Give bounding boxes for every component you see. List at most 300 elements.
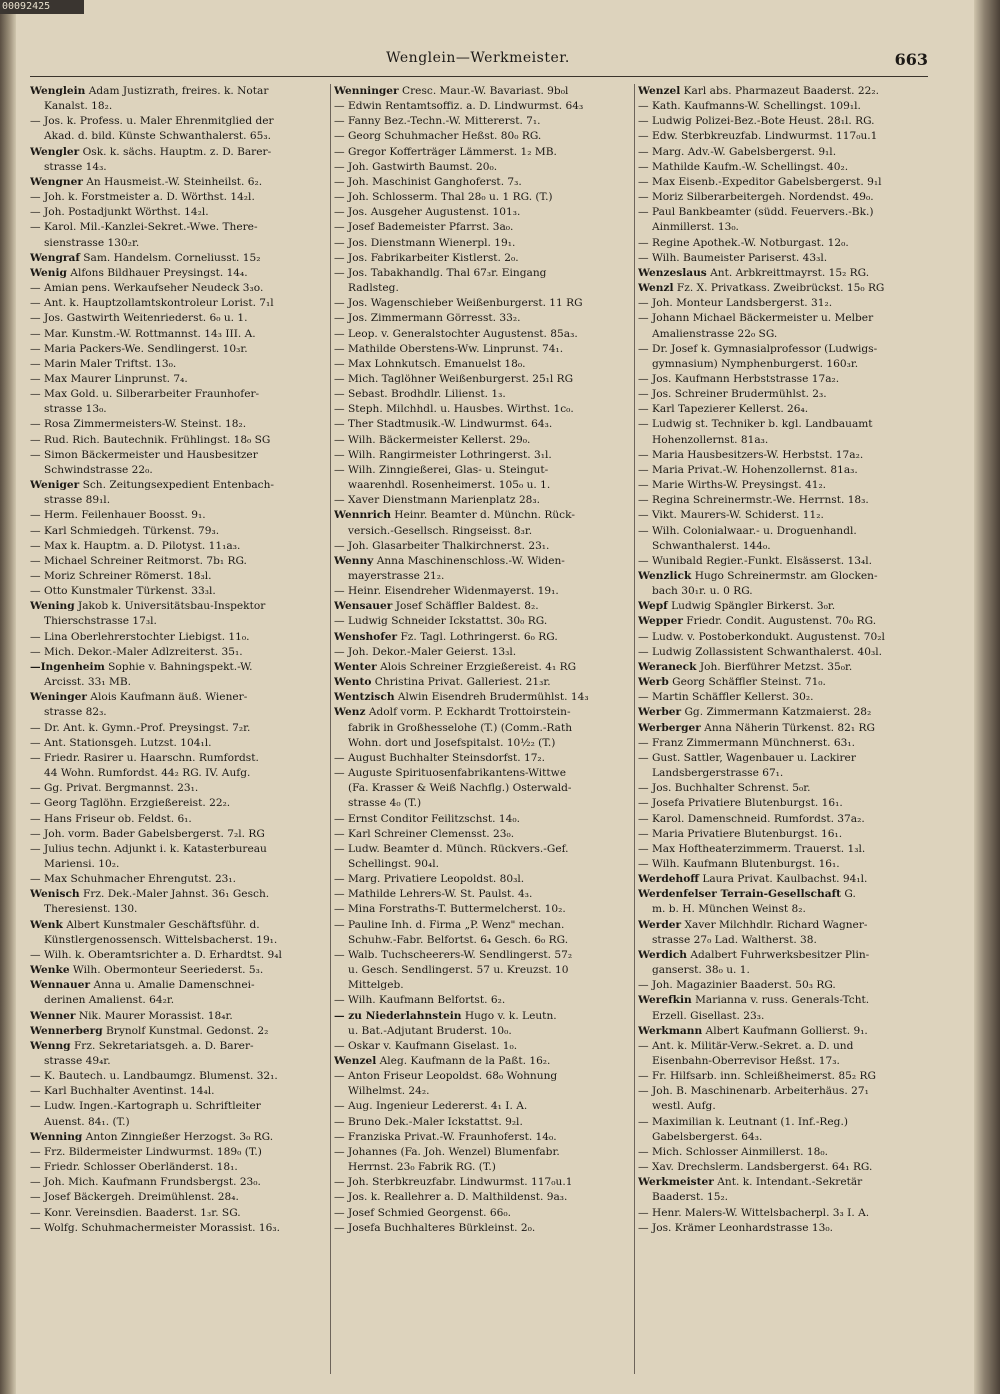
entry-text: — Karl Schreiner Clemensst. 23₀. [334, 827, 515, 840]
directory-entry-line [334, 387, 630, 402]
entry-text: — Ludwig Zollassistent Schwanthalerst. 40₃l. [638, 645, 882, 658]
directory-entry-line [638, 569, 930, 584]
directory-entry-line [30, 281, 326, 296]
entry-text: — Joh. k. Forstmeister a. D. Wörthst. 14₂l. [30, 191, 255, 204]
page-header [28, 50, 928, 72]
entry-text: Ant. Arbkreittmayrst. 15₂ RG. [706, 266, 870, 279]
directory-entry-line [638, 902, 930, 917]
directory-entry-line [638, 175, 930, 190]
directory-entry-line [334, 129, 630, 144]
entry-surname: Wennrich [334, 509, 391, 522]
book-spine-shadow [0, 14, 16, 1394]
directory-entry-line [334, 1009, 630, 1024]
entry-text: Osk. k. sächs. Hauptm. z. D. Barer- [79, 145, 272, 158]
entry-text: — Joh. Maschinist Ganghoferst. 7₃. [334, 175, 522, 188]
entry-text: — Marg. Privatiere Leopoldst. 80₃l. [334, 873, 525, 886]
directory-entry-line [638, 918, 930, 933]
entry-text: — Wunibald Regier.-Funkt. Elsässerst. 13₄l. [638, 554, 873, 567]
entry-text: Schwindstrasse 22₀. [44, 463, 153, 476]
entry-text: — Jos. Dienstmann Wienerpl. 19₁. [334, 236, 516, 249]
entry-text: Georg Schäffler Steinst. 71₀. [668, 676, 826, 689]
directory-entry-line [334, 751, 630, 766]
directory-entry-line [30, 417, 326, 432]
entry-text: Akad. d. bild. Künste Schwanthalerst. 65₃. [44, 130, 272, 143]
entry-text: Sophie v. Bahningspekt.-W. [104, 660, 253, 673]
entry-text: — Edw. Sterbkreuzfab. Lindwurmst. 117₀u.1 [638, 130, 878, 143]
entry-text: — Auguste Spirituosenfabrikantens-Wittwe [334, 767, 566, 780]
directory-entry-line [334, 524, 630, 539]
entry-text: Alwin Eisendreh Brudermühlst. 14₃ [394, 691, 589, 704]
directory-entry-line [334, 993, 630, 1008]
directory-entry-line [638, 145, 930, 160]
directory-entry-line [30, 993, 326, 1008]
directory-entry-line [30, 1175, 326, 1190]
entry-text: — Joh. Gastwirth Baumst. 20₀. [334, 160, 498, 173]
entry-surname: Wenning [30, 1130, 83, 1143]
entry-text: An Hausmeist.-W. Steinheilst. 6₂. [82, 175, 263, 188]
directory-entry-line [30, 372, 326, 387]
entry-surname: Werber [638, 706, 682, 719]
entry-text: — Wilh. Zinngießerei, Glas- u. Steingut- [334, 463, 549, 476]
page-number: 663 [894, 50, 928, 69]
directory-entry-line [30, 1145, 326, 1160]
entry-text: — Karl Tapezierer Kellerst. 26₄. [638, 403, 809, 416]
directory-entry-line [30, 781, 326, 796]
directory-entry-line [30, 342, 326, 357]
directory-entry-line [334, 812, 630, 827]
entry-text: Joh. Bierführer Metzst. 35₀r. [696, 660, 853, 673]
directory-entry-line [30, 736, 326, 751]
directory-entry-line [638, 887, 930, 902]
directory-entry-line [638, 114, 930, 129]
directory-entry-line [334, 1190, 630, 1205]
entry-text: Kanalst. 18₂. [44, 100, 113, 113]
directory-entry-line [334, 872, 630, 887]
entry-text: — Steph. Milchhdl. u. Hausbes. Wirthst. 1c₀. [334, 403, 574, 416]
entry-surname: Wenzel [638, 85, 681, 97]
entry-text: — Maria Privat.-W. Hohenzollernst. 81a₃. [638, 463, 858, 476]
entry-text: Thierschstrasse 17₃l. [44, 615, 157, 628]
entry-text: 44 Wohn. Rumfordst. 44₂ RG. IV. Aufg. [44, 767, 251, 780]
directory-entry-line [638, 1084, 930, 1099]
entry-text: — Joh. vorm. Bader Gabelsbergerst. 7₂l. RG [30, 827, 265, 840]
directory-entry-line [638, 660, 930, 675]
entry-text: — Fr. Hilfsarb. inn. Schleißheimerst. 85₂ RG [638, 1070, 876, 1083]
entry-text: — Mina Forstraths-T. Buttermelcherst. 10₂. [334, 903, 566, 916]
entry-text: — Karol. Damenschneid. Rumfordst. 37a₂. [638, 812, 865, 825]
entry-text: — Georg Taglöhn. Erzgießereist. 22₂. [30, 797, 231, 810]
directory-entry-line [638, 433, 930, 448]
entry-surname: Wenke [30, 964, 70, 977]
directory-entry-line [30, 448, 326, 463]
entry-surname: Wening [30, 600, 75, 613]
directory-entry-line [638, 448, 930, 463]
entry-text: Baaderst. 15₂. [652, 1191, 729, 1204]
entry-surname: Werder [638, 918, 682, 931]
directory-entry-line [638, 1206, 930, 1221]
directory-entry-line [334, 160, 630, 175]
directory-entry-line [638, 933, 930, 948]
directory-entry-line [638, 872, 930, 887]
directory-entry-line [30, 1160, 326, 1175]
directory-entry-line [30, 660, 326, 675]
entry-surname: Wennerberg [30, 1024, 103, 1037]
directory-entry-line [30, 1190, 326, 1205]
entry-surname: Wentzisch [334, 691, 395, 704]
directory-entry-line [30, 1039, 326, 1054]
entry-text: — Joh. Schlosserm. Thal 28₀ u. 1 RG. (T.) [334, 191, 553, 204]
directory-entry-line [334, 630, 630, 645]
directory-entry-line [30, 205, 326, 220]
directory-entry-line [334, 114, 630, 129]
entry-text: — Ludwig Polizei-Bez.-Bote Heust. 28₁l. RG. [638, 115, 875, 128]
directory-entry-line [334, 1099, 630, 1114]
directory-entry-line [334, 433, 630, 448]
directory-entry-line [30, 311, 326, 326]
entry-surname: Weraneck [638, 660, 697, 673]
directory-entry-line [334, 1130, 630, 1145]
entry-text: Schuhw.-Fabr. Belfortst. 6₄ Gesch. 6₀ RG. [348, 933, 569, 946]
directory-entry-line [638, 1039, 930, 1054]
directory-entry-line [30, 1009, 326, 1024]
directory-entry-line [334, 614, 630, 629]
entry-surname: Werberger [638, 721, 701, 734]
entry-surname: Wenzlick [638, 570, 692, 582]
entry-surname: Werkmann [638, 1024, 703, 1037]
entry-surname: Werkmeister [638, 1176, 714, 1189]
directory-entry-line [30, 827, 326, 842]
column-3 [638, 84, 930, 1374]
entry-text: — Gg. Privat. Bergmannst. 23₁. [30, 782, 199, 795]
entry-text: — Mathilde Lehrers-W. St. Paulst. 4₃. [334, 888, 533, 901]
directory-entry-line [334, 690, 630, 705]
entry-text: — Max Hoftheaterzimmerm. Trauerst. 1₃l. [638, 842, 866, 855]
directory-entry-line [334, 145, 630, 160]
directory-entry-line [334, 645, 630, 660]
entry-text: Ant. k. Intendant.-Sekretär [713, 1176, 863, 1189]
directory-entry-line [638, 1145, 930, 1160]
directory-entry-line [638, 296, 930, 311]
entry-text: — Ernst Conditor Feilitzschst. 14₀. [334, 812, 520, 825]
directory-entry-line [334, 296, 630, 311]
directory-entry-line [30, 463, 326, 478]
directory-entry-line [334, 1160, 630, 1175]
entry-text: fabrik in Großhesselohe (T.) (Comm.-Rath [348, 721, 573, 734]
directory-entry-line [334, 842, 630, 857]
directory-entry-line [638, 796, 930, 811]
entry-surname: Wenshofer [334, 630, 398, 643]
entry-text: Frz. Sekretariatsgeh. a. D. Barer- [70, 1039, 254, 1052]
entry-text: Alois Schreiner Erzgießereist. 4₁ RG [376, 660, 577, 673]
directory-entry-line [30, 220, 326, 235]
entry-text: — Wilh. k. Oberamtsrichter a. D. Erhardtst. 9₄l [30, 948, 282, 961]
entry-text: — Herm. Feilenhauer Boosst. 9₁. [30, 509, 206, 522]
entry-text: — August Buchhalter Steinsdorfst. 17₂. [334, 751, 546, 764]
entry-text: — Karol. Mil.-Kanzlei-Sekret.-Wwe. There- [30, 221, 258, 234]
directory-entry-line [334, 933, 630, 948]
entry-surname: Wensauer [334, 600, 393, 613]
directory-entry-line [334, 1024, 630, 1039]
entry-text: Amalienstrasse 22₀ SG. [652, 327, 778, 340]
entry-text: G. [841, 888, 856, 901]
entry-surname: —Ingenheim [30, 660, 105, 673]
entry-text: — Mathilde Oberstens-Ww. Linprunst. 74₁. [334, 342, 564, 355]
directory-entry-line [638, 1009, 930, 1024]
entry-text: — Dr. Ant. k. Gymn.-Prof. Preysingst. 7₂r. [30, 721, 251, 734]
directory-entry-line [334, 721, 630, 736]
entry-text: Gabelsbergerst. 64₃. [652, 1130, 763, 1143]
directory-entry-line [334, 220, 630, 235]
entry-text: — Marg. Adv.-W. Gabelsbergerst. 9₁l. [638, 145, 837, 158]
directory-entry-line [30, 1069, 326, 1084]
entry-text: — Josefa Privatiere Blutenburgst. 16₁. [638, 797, 843, 810]
directory-entry-line [334, 190, 630, 205]
entry-surname: Wento [334, 676, 372, 689]
directory-entry-line [334, 342, 630, 357]
directory-entry-line [30, 478, 326, 493]
directory-entry-line [30, 1206, 326, 1221]
scan-id: 00092425 [0, 0, 84, 14]
entry-surname: Wenzel [334, 1055, 377, 1067]
directory-entry-line [334, 554, 630, 569]
entry-text: — Josef Bademeister Pfarrst. 3a₀. [334, 221, 514, 234]
entry-text: — Max Maurer Linprunst. 7₄. [30, 372, 188, 385]
entry-text: strasse 27₀ Lad. Waltherst. 38. [652, 933, 817, 946]
entry-surname: Wenng [30, 1039, 71, 1052]
entry-text: ganserst. 38₀ u. 1. [652, 964, 750, 977]
directory-entry-line [638, 327, 930, 342]
directory-entry-line [638, 675, 930, 690]
directory-entry-line [334, 1069, 630, 1084]
directory-entry-line [334, 281, 630, 296]
directory-entry-line [638, 311, 930, 326]
directory-entry-line [638, 1099, 930, 1114]
entry-text: strasse 14₃. [44, 160, 107, 173]
entry-text: — Rosa Zimmermeisters-W. Steinst. 18₂. [30, 418, 247, 431]
entry-surname: Werb [638, 676, 669, 689]
entry-text: bach 30₁r. u. 0 RG. [652, 585, 753, 598]
entry-text: strasse 82₃. [44, 706, 107, 719]
entry-text: Ainmillerst. 13₀. [652, 221, 739, 234]
entry-text: — Jos. Gastwirth Weitenriederst. 6₀ u. 1. [30, 312, 248, 325]
directory-entry-line [638, 357, 930, 372]
directory-entry-line [334, 902, 630, 917]
entry-text: — Simon Bäckermeister und Hausbesitzer [30, 448, 258, 461]
directory-entry-line [334, 1084, 630, 1099]
entry-text: versich.-Gesellsch. Ringseisst. 8₃r. [348, 524, 533, 537]
directory-entry-line [638, 281, 930, 296]
directory-entry-line [638, 630, 930, 645]
directory-entry-line [30, 690, 326, 705]
entry-surname: Wenny [334, 554, 374, 567]
entry-text: — Ludw. Beamter d. Münch. Rückvers.-Gef. [334, 842, 569, 855]
directory-entry-line [638, 736, 930, 751]
entry-surname: Wenglein [30, 85, 86, 97]
entry-text: — Jos. k. Profess. u. Maler Ehrenmitglied der [30, 115, 274, 128]
directory-entry-line [638, 402, 930, 417]
directory-entry-line [638, 1069, 930, 1084]
entry-surname: Wenig [30, 266, 67, 279]
entry-text: Sam. Handelsm. Corneliusst. 15₂ [79, 251, 261, 264]
directory-entry-line [30, 99, 326, 114]
directory-entry-line [638, 508, 930, 523]
entry-text: — Georg Schuhmacher Heßst. 80₀ RG. [334, 130, 542, 143]
directory-entry-line [638, 993, 930, 1008]
directory-entry-line [30, 1130, 326, 1145]
entry-text: — Max Eisenb.-Expeditor Gabelsbergerst. 9₁l [638, 175, 882, 188]
directory-entry-line [638, 493, 930, 508]
entry-text: — Maria Packers-We. Sendlingerst. 10₃r. [30, 342, 248, 355]
directory-entry-line [334, 857, 630, 872]
directory-entry-line [30, 327, 326, 342]
entry-text: — Xav. Drechslerm. Landsbergerst. 64₁ RG. [638, 1161, 873, 1174]
entry-text: Fz. X. Privatkass. Zweibrückst. 15₀ RG [673, 282, 885, 295]
entry-text: — Josef Schmied Georgenst. 66₀. [334, 1206, 512, 1219]
directory-entry-line [334, 781, 630, 796]
entry-text: Albert Kunstmaler Geschäftsführ. d. [62, 918, 260, 931]
entry-text: — Karl Buchhalter Aventinst. 14₄l. [30, 1085, 215, 1098]
directory-entry-line [638, 690, 930, 705]
directory-entry-line [30, 387, 326, 402]
entry-text: — Dr. Josef k. Gymnasialprofessor (Ludwigs- [638, 342, 878, 355]
directory-entry-line [638, 766, 930, 781]
running-title: Wenglein—Werkmeister. [386, 50, 570, 66]
entry-surname: Weninger [30, 691, 87, 704]
directory-entry-line [334, 766, 630, 781]
entry-text: — Lina Oberlehrerstochter Liebigst. 11₀. [30, 630, 250, 643]
entry-text: Schwanthalerst. 144₀. [652, 539, 771, 552]
directory-entry-line [638, 463, 930, 478]
directory-entry-line [638, 948, 930, 963]
entry-text: — Regine Apothek.-W. Notburgast. 12₀. [638, 236, 849, 249]
directory-entry-line [638, 190, 930, 205]
entry-text: Erzell. Gisellast. 23₃. [652, 1009, 765, 1022]
directory-entry-line [334, 493, 630, 508]
entry-text: mayerstrasse 21₂. [348, 570, 445, 582]
entry-text: — Jos. Buchhalter Schrenst. 5₀r. [638, 782, 811, 795]
entry-text: Theresienst. 130. [44, 903, 138, 916]
entry-text: — Joh. Glasarbeiter Thalkirchnerst. 23₁. [334, 539, 550, 552]
entry-text: sienstrasse 130₂r. [44, 236, 140, 249]
directory-entry-line [638, 812, 930, 827]
directory-entry-line [30, 599, 326, 614]
entry-text: — Ludwig Schneider Ickstattst. 30₀ RG. [334, 615, 548, 628]
directory-entry-line [334, 963, 630, 978]
directory-entry-line [638, 963, 930, 978]
entry-text: — Joh. B. Maschinenarb. Arbeiterhäus. 27₁ [638, 1085, 869, 1098]
directory-entry-line [30, 705, 326, 720]
directory-entry-line [638, 220, 930, 235]
directory-entry-line [30, 402, 326, 417]
directory-entry-line [334, 99, 630, 114]
entry-text: — Jos. k. Reallehrer a. D. Malthildenst. 9a₃. [334, 1191, 568, 1204]
directory-entry-line [638, 645, 930, 660]
entry-text: — Konr. Vereinsdien. Baaderst. 1₃r. SG. [30, 1206, 241, 1219]
entry-text: Nik. Maurer Morassist. 18₄r. [75, 1009, 233, 1022]
directory-entry-line [30, 872, 326, 887]
entry-text: — Moriz Silberarbeitergeh. Nordendst. 49₀. [638, 191, 874, 204]
entry-text: — Ther Stadtmusik.-W. Lindwurmst. 64₃. [334, 418, 553, 431]
directory-entry-line [30, 296, 326, 311]
entry-surname: Werdehoff [638, 873, 699, 886]
directory-entry-line [30, 978, 326, 993]
entry-surname: Werdich [638, 948, 687, 961]
entry-text: — Ant. k. Hauptzollamtskontroleur Lorist. 7₁l [30, 297, 274, 310]
entry-text: — Mich. Schlosser Ainmillerst. 18₀. [638, 1145, 828, 1158]
entry-text: — Jos. Fabrikarbeiter Kistlerst. 2₀. [334, 251, 519, 264]
directory-entry-line [334, 417, 630, 432]
directory-entry-line [638, 236, 930, 251]
directory-entry-line [638, 1024, 930, 1039]
directory-entry-line [638, 99, 930, 114]
entry-surname: Werefkin [638, 994, 692, 1007]
entry-text: — Sebast. Brodhdlr. Lilienst. 1₃. [334, 388, 506, 401]
directory-entry-line [30, 145, 326, 160]
directory-entry-line [30, 251, 326, 266]
entry-text: Friedr. Condit. Augustenst. 70₀ RG. [682, 615, 877, 628]
entry-text: Herrnst. 23₀ Fabrik RG. (T.) [348, 1161, 496, 1174]
entry-text: m. b. H. München Weinst 8₂. [652, 903, 806, 916]
directory-entry-line [638, 721, 930, 736]
column-2 [334, 84, 630, 1374]
entry-text: — Pauline Inh. d. Firma „P. Wenz" mechan. [334, 918, 565, 931]
entry-text: — Joh. Postadjunkt Wörthst. 14₂l. [30, 206, 209, 219]
directory-entry-line [638, 84, 930, 99]
directory-entry-line [638, 205, 930, 220]
entry-text: Anna Näherin Türkenst. 82₁ RG [700, 721, 875, 734]
entry-text: — Wilh. Kaufmann Belfortst. 6₂. [334, 994, 506, 1007]
directory-entry-line [638, 857, 930, 872]
entry-text: Anna u. Amalie Damenschnei- [90, 979, 255, 992]
entry-text: — Maximilian k. Leutnant (1. Inf.-Reg.) [638, 1115, 848, 1128]
entry-surname: Wepf [638, 600, 668, 613]
entry-text: Anton Zinngießer Herzogst. 3₀ RG. [82, 1130, 274, 1143]
entry-text: — Franz Zimmermann Münchnerst. 63₁. [638, 736, 855, 749]
entry-text: Aleg. Kaufmann de la Paßt. 16₂. [376, 1055, 551, 1067]
entry-text: — Ant. k. Militär-Verw.-Sekret. a. D. und [638, 1039, 854, 1052]
directory-entry-line [334, 1039, 630, 1054]
entry-text: — Julius techn. Adjunkt i. k. Katasterbureau [30, 842, 267, 855]
entry-text: — Regina Schreinermstr.-We. Herrnst. 18₃. [638, 494, 869, 507]
entry-text: Eisenbahn-Oberrevisor Heßst. 17₃. [652, 1055, 840, 1067]
entry-text: strasse 13₀. [44, 403, 107, 416]
directory-entry-line [638, 524, 930, 539]
directory-entry-line [30, 160, 326, 175]
entry-surname: Wenninger [334, 85, 399, 97]
entry-text: — Amian pens. Werkaufseher Neudeck 3₃o. [30, 282, 264, 295]
entry-text: — Kath. Kaufmanns-W. Schellingst. 109₁l. [638, 100, 861, 113]
directory-entry-line [334, 478, 630, 493]
entry-text: — Fanny Bez.-Techn.-W. Mittererst. 7₁. [334, 115, 541, 128]
directory-entry-line [30, 266, 326, 281]
directory-entry-line [638, 751, 930, 766]
entry-text: — Franziska Privat.-W. Fraunhoferst. 14₀. [334, 1130, 557, 1143]
directory-entry-line [30, 190, 326, 205]
entry-text: — Mar. Kunstm.-W. Rottmannst. 14₃ III. A. [30, 327, 256, 340]
entry-text: — Mich. Dekor.-Maler Adlzreiterst. 35₁. [30, 645, 243, 658]
directory-entry-line [334, 327, 630, 342]
entry-text: — Friedr. Schlosser Oberländerst. 18₁. [30, 1161, 238, 1174]
entry-text: Marianna v. russ. Generals-Tcht. [691, 994, 870, 1007]
directory-entry-line [334, 660, 630, 675]
entry-surname: Wenisch [30, 888, 80, 901]
entry-text: Hugo Schreinermstr. am Glocken- [691, 570, 878, 582]
directory-entry-line [30, 918, 326, 933]
directory-entry-line [30, 584, 326, 599]
directory-entry-line [30, 524, 326, 539]
entry-text: — Rud. Rich. Bautechnik. Frühlingst. 18₀ SG [30, 433, 271, 446]
entry-text: — Jos. Wagenschieber Weißenburgerst. 11 RG [334, 297, 583, 310]
